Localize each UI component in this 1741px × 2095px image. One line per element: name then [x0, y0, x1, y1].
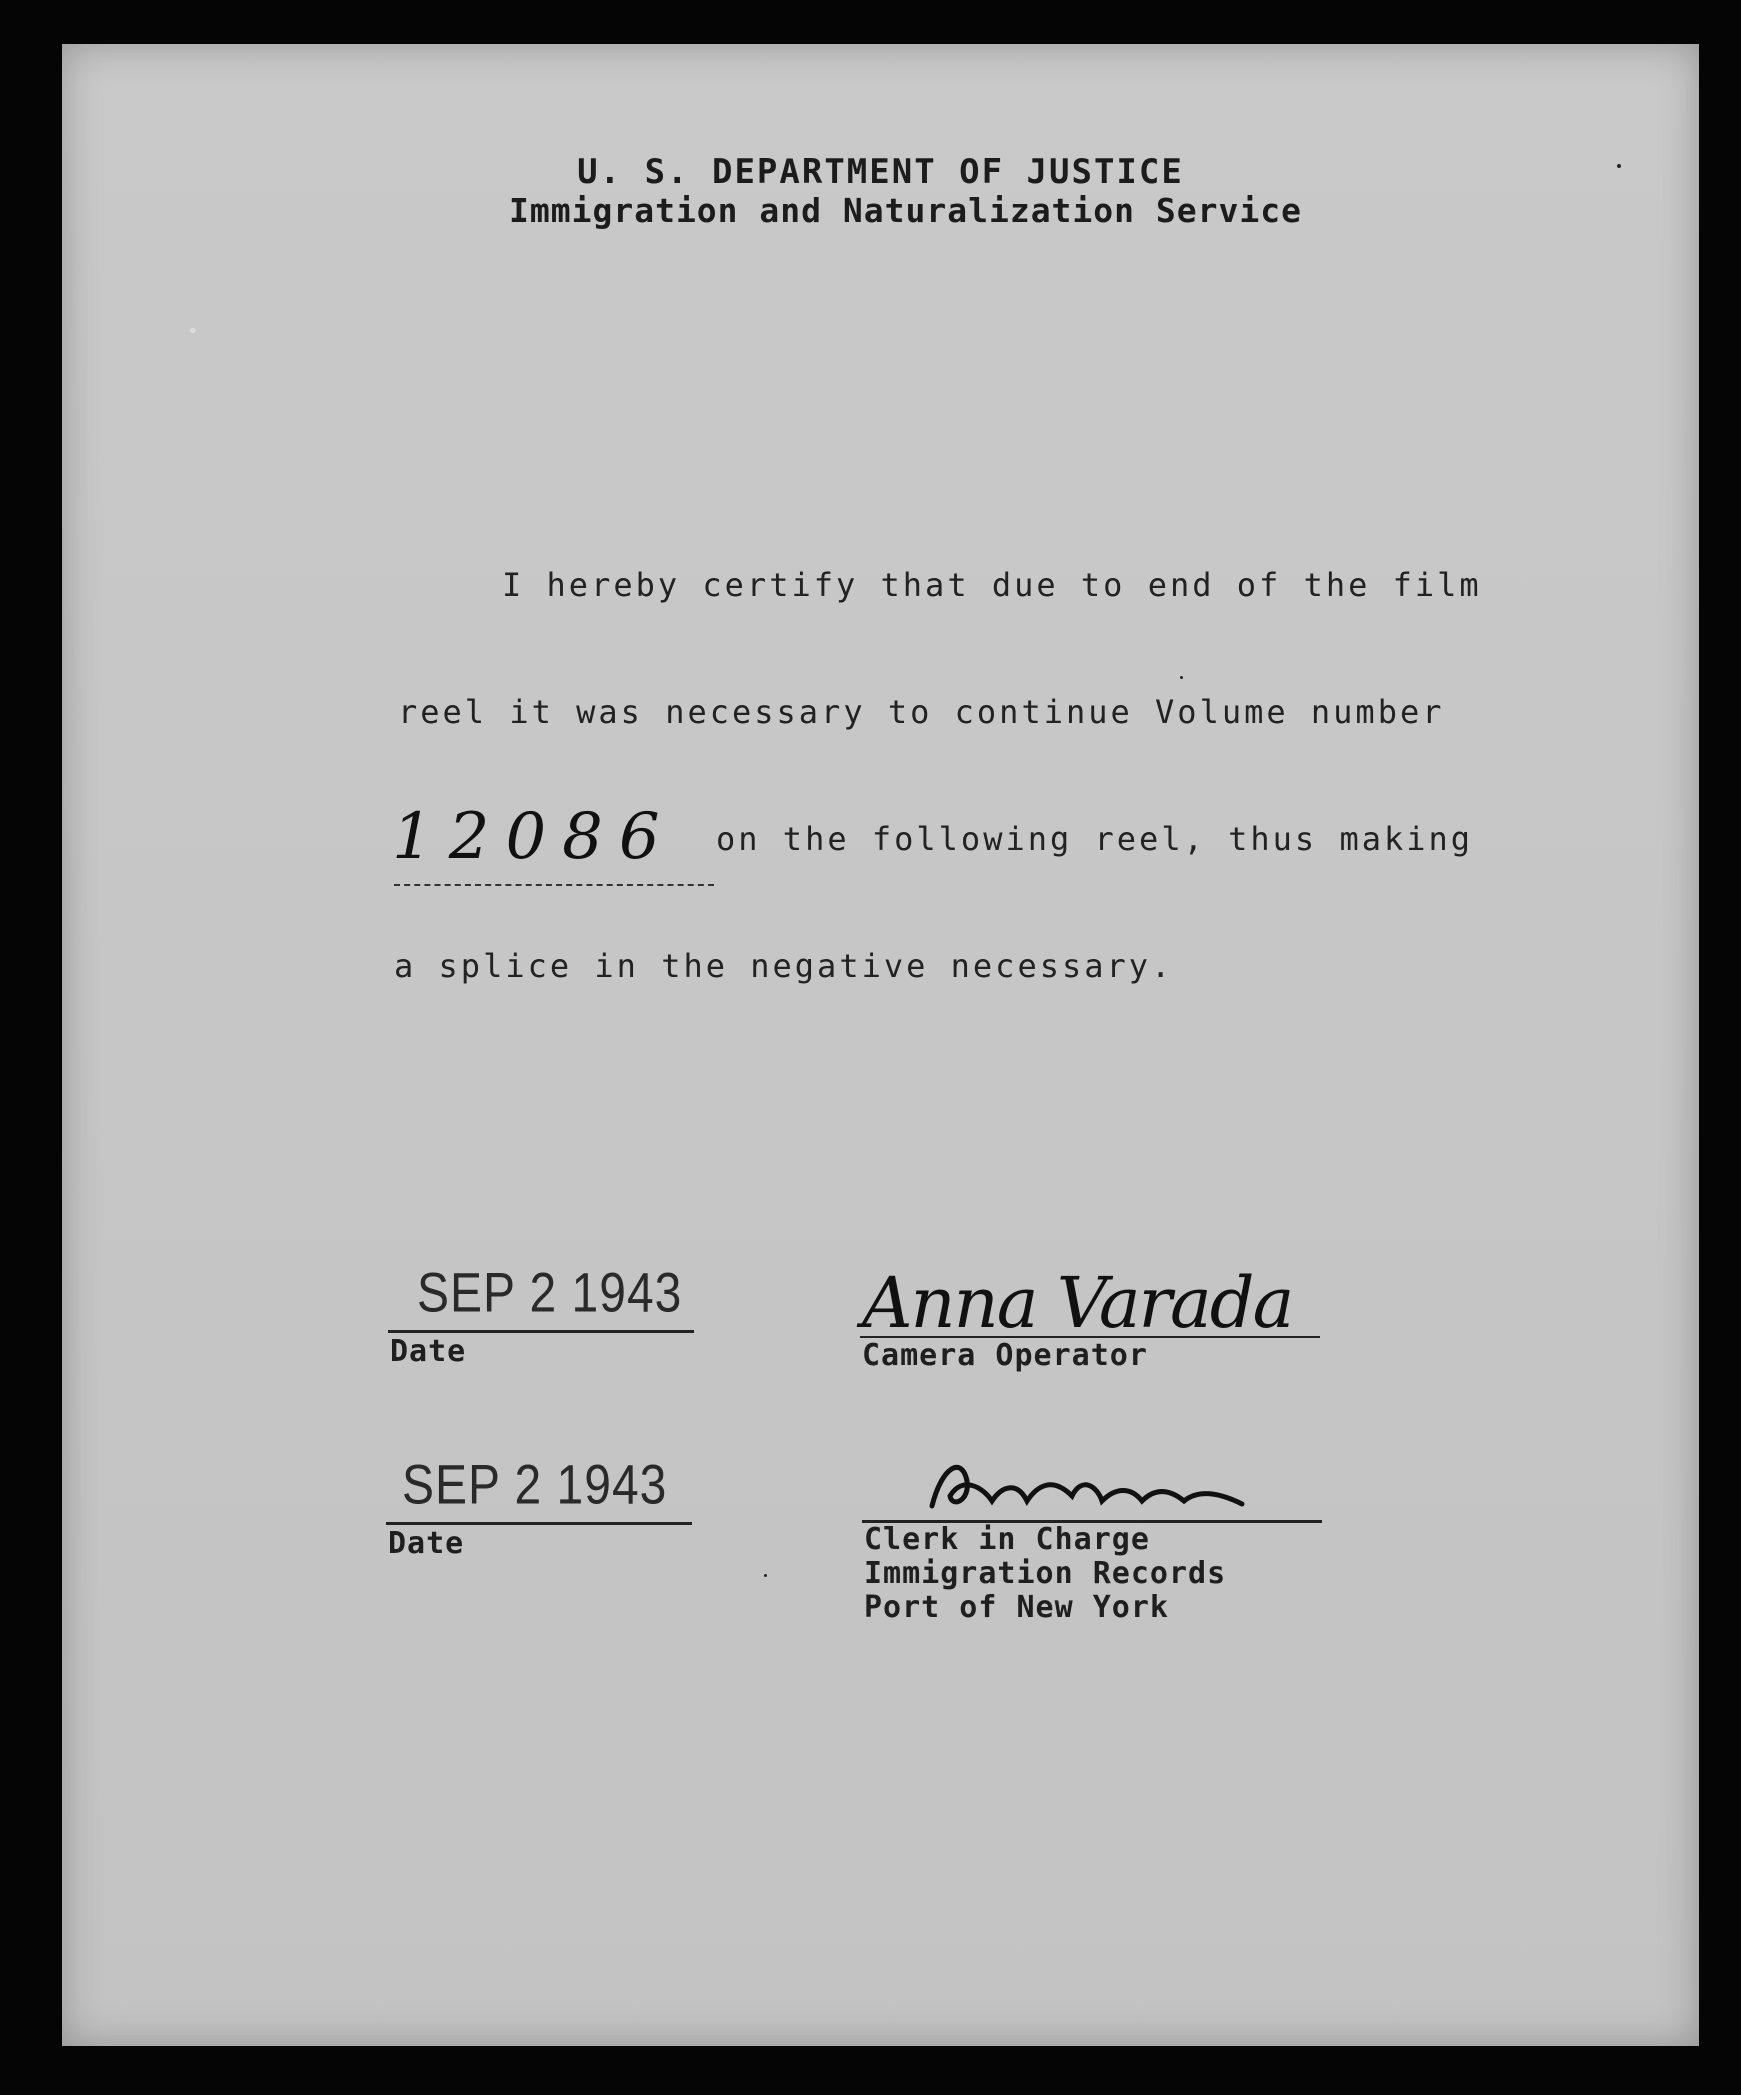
certification-line-3: on the following reel, thus making: [716, 820, 1474, 858]
certification-line-4: a splice in the negative necessary.: [394, 947, 1174, 985]
date-stamp-1: SEP 2 1943: [417, 1263, 683, 1325]
scan-speck: [764, 1574, 767, 1577]
clerk-label-title: Clerk in Charge: [864, 1522, 1150, 1557]
header-service: Immigration and Naturalization Service: [509, 191, 1302, 230]
clerk-signature: [922, 1446, 1272, 1526]
certification-line-2: reel it was necessary to continue Volume number: [398, 693, 1445, 731]
scan-speck: [190, 328, 196, 333]
clerk-label-location: Port of New York: [864, 1590, 1169, 1625]
clerk-label-department: Immigration Records: [864, 1556, 1227, 1591]
header-department: U. S. DEPARTMENT OF JUSTICE: [577, 152, 1184, 192]
date-line-1: [388, 1330, 694, 1333]
date-label-1: Date: [390, 1334, 467, 1369]
date-label-2: Date: [388, 1526, 465, 1561]
certification-line-1: I hereby certify that due to end of the film: [502, 566, 1482, 604]
camera-operator-label: Camera Operator: [862, 1338, 1148, 1373]
scan-speck: [1617, 164, 1621, 168]
date-line-2: [386, 1522, 692, 1525]
volume-number-underline: [394, 884, 714, 886]
volume-number-handwritten: 12086: [392, 800, 676, 874]
scan-speck: [1180, 676, 1183, 679]
camera-operator-signature: Anna Varada: [862, 1262, 1293, 1344]
document-page: [62, 44, 1699, 2046]
date-stamp-2: SEP 2 1943: [402, 1455, 668, 1517]
